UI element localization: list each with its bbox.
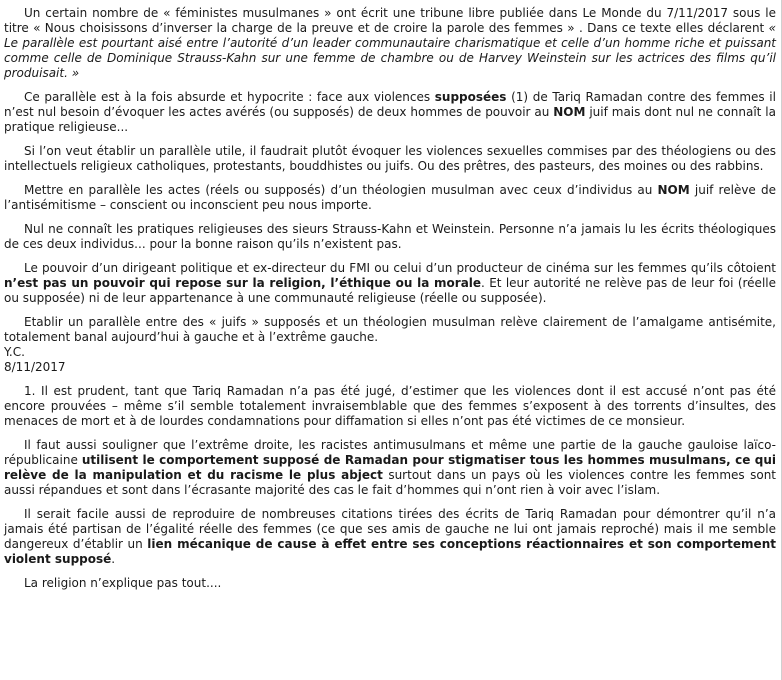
text-run: Un certain nombre de « féministes musulmanes » ont écrit une tribune libre publiée dans Le Monde du 7/11/2017 sous le titre « Nous choisissons d’inverser la charge de la preuve et de croire la parole des femmes » . Dans ce texte elles déclarent: [4, 6, 776, 35]
bold-text: NOM: [657, 183, 690, 197]
paragraph-conclusion: [4, 576, 776, 591]
text-run: Il faut aussi souligner que l’extrême droite, les racistes antimusulmans et même une partie de la gauche gauloise laïco-républicaine: [4, 438, 776, 467]
text-run: Nul ne connaît les pratiques religieuses des sieurs Strauss-Kahn et Weinstein. Personne n’a jamais lu les écrits théologiques de ces deux individus... pour la bonne raison qu’ils n’existent pas.: [4, 222, 776, 251]
bold-text: utilisent le comportement supposé de Ramadan pour stigmatiser tous les hommes musulmans, ce qui relève de la manipulation et du racisme le plus abject: [4, 453, 776, 482]
text-run: .: [111, 552, 116, 566]
paragraph-useful-parallel: [4, 144, 776, 174]
text-run: Etablir un parallèle entre des « juifs » supposés et un théologien musulman relève clairement de l’amalgame antisémite, totalement banal aujourd’hui à gauche et à l’extrême gauche.: [4, 315, 776, 344]
text-run: (1) de Tariq Ramadan contre des femmes il n’est nul besoin d’évoquer les actes avérés (ou supposés) de deux hommes de pouvoir au: [4, 90, 776, 119]
signature-initials: Y.C.: [4, 345, 25, 359]
text-run: 1. Il est prudent, tant que Tariq Ramadan n’a pas été jugé, d’estimer que les violences dont il est accusé n’ont pas été encore prouvées – même s’il semble totalement invraisemblable que des femmes s’exposent à des torrents d’insultes, des menaces de mort et à de lourdes condamnations pour diffamation si elles n’ont pas été victimes de ce monsieur.: [4, 384, 776, 428]
paragraph-power: [4, 261, 776, 306]
bold-text: supposées: [434, 90, 507, 104]
text-run: La religion n’explique pas tout....: [24, 576, 222, 590]
text-run: Le pouvoir d’un dirigeant politique et ex-directeur du FMI ou celui d’un producteur de cinéma sur les femmes qu’ils côtoient: [24, 261, 776, 275]
paragraph-absurd-parallel: [4, 90, 776, 135]
text-run: Ce parallèle est à la fois absurde et hypocrite : face aux violences: [24, 90, 435, 104]
text-run: juif relève de l’antisémitisme – conscient ou inconscient peu nous importe.: [4, 183, 776, 212]
text-run: Si l’on veut établir un parallèle utile, il faudrait plutôt évoquer les violences sexuelles commises par des théologiens ou des intellectuels religieux catholiques, protestants, bouddhistes ou juifs. Ou des prêtres, des pasteurs, des moines ou des rabbins.: [4, 144, 776, 173]
text-run: juif mais dont nul ne connaît la pratique religieuse...: [4, 105, 776, 134]
signature-date: 8/11/2017: [4, 360, 66, 374]
italic-quote: « Le parallèle est pourtant aisé entre l’autorité d’un leader communautaire charismatique et celle d’un homme riche et puissant comme celle de Dominique Strauss-Kahn sur une femme de chambre ou de Harvey Weinstein sur les actrices des films qu’il produisait. »: [4, 21, 776, 80]
paragraph-intro: [4, 6, 776, 81]
text-run: Mettre en parallèle les actes (réels ou supposés) d’un théologien musulman avec ceux d’individus au: [24, 183, 658, 197]
bold-text: lien mécanique de cause à effet entre ses conceptions réactionnaires et son comportement violent supposé: [4, 537, 776, 566]
text-run: . Et leur autorité ne relève pas de leur foi (réelle ou supposée) ni de leur appartenance à une communauté religieuse (réelle ou supposée).: [4, 276, 776, 305]
paragraph-antisemitism: [4, 183, 776, 213]
paragraph-amalgam: [4, 315, 776, 345]
text-run: surtout dans un pays où les violences contre les femmes sont aussi répandues et sont dans l’écrasante majorité des cas le fait d’hommes qui n’ont rien à voir avec l’islam.: [4, 468, 777, 497]
bold-text: n’est pas un pouvoir qui repose sur la religion, l’éthique ou la morale: [4, 276, 482, 290]
text-run: Il serait facile aussi de reproduire de nombreuses citations tirées des écrits de Tariq Ramadan pour démontrer qu’il n’a jamais été partisan de l’égalité réelle des femmes (ce que ses amis de gauche ne lui ont jamais reproché) mais il me semble dangereux d’établir un: [4, 507, 776, 551]
paragraph-religious-practices: [4, 222, 776, 252]
paragraph-citations: [4, 507, 776, 567]
footnote-1: [4, 384, 776, 429]
bold-text: NOM: [553, 105, 586, 119]
paragraph-far-right: [4, 438, 776, 498]
